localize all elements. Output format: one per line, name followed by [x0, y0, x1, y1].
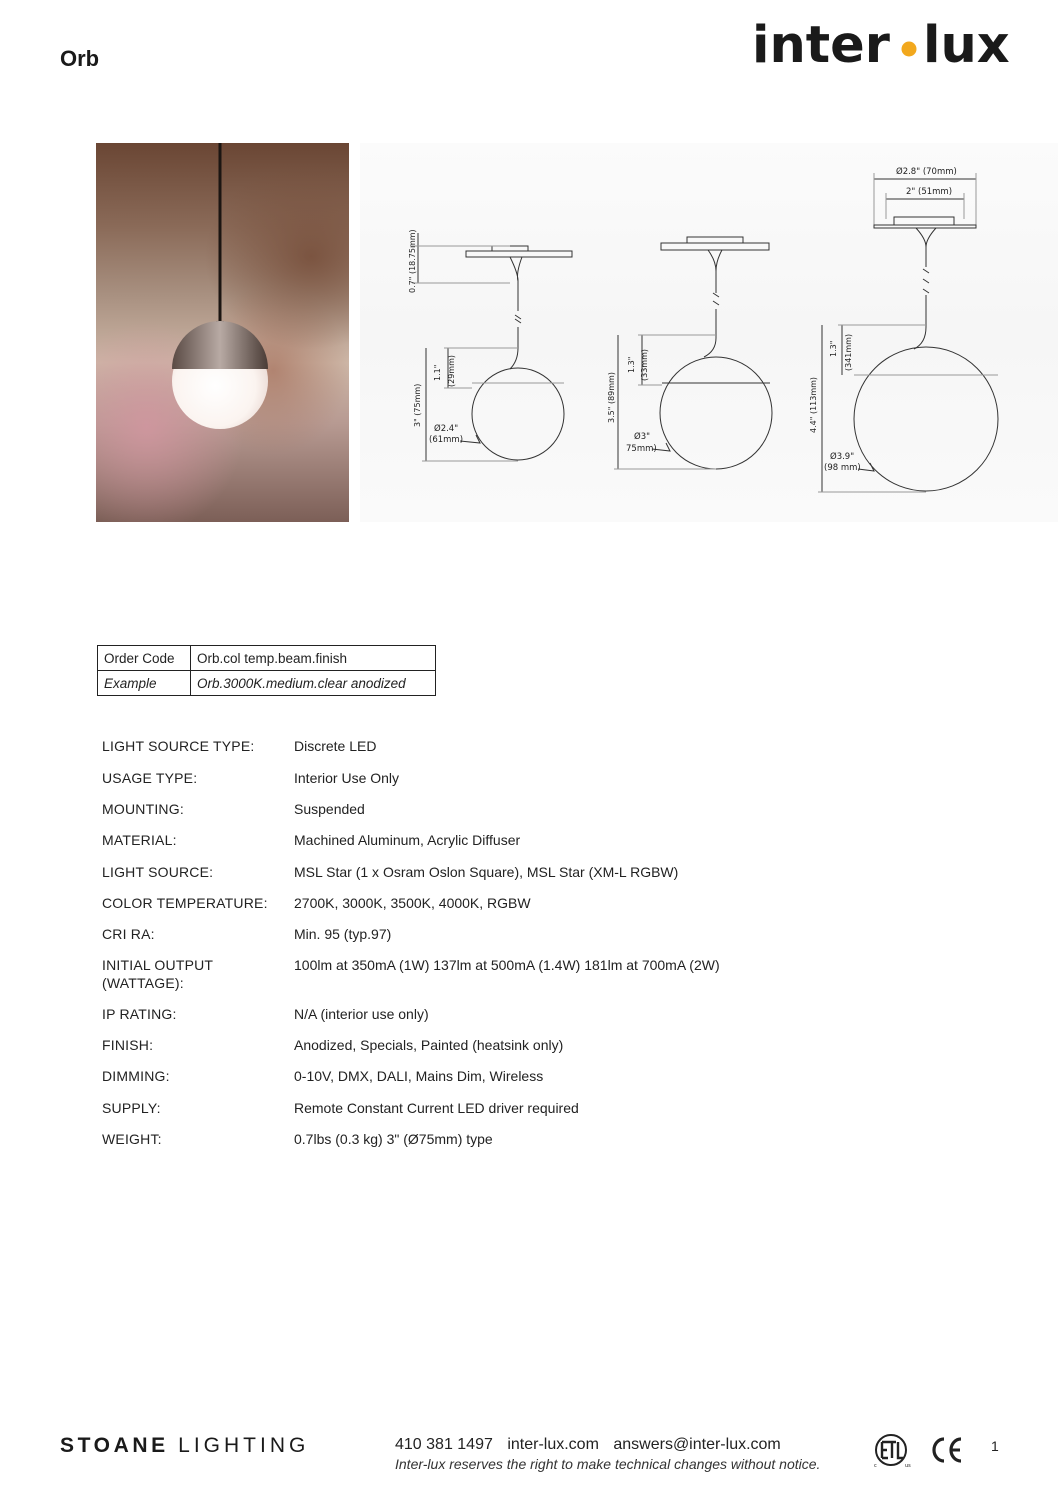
spec-label-line2: (WATTAGE):: [102, 975, 184, 991]
large-total-height: 4.4" (113mm): [809, 376, 818, 433]
spec-label: LIGHT SOURCE:: [102, 864, 214, 880]
medium-cap-height-in: 1.3": [627, 356, 636, 373]
logo-dot: [902, 42, 917, 57]
small-diameter-in: Ø2.4": [434, 424, 459, 434]
large-diameter-mm: (98 mm): [824, 463, 861, 473]
spec-label: MOUNTING:: [102, 801, 184, 817]
medium-cap-height-mm: (33mm): [640, 348, 649, 381]
spec-label: DIMMING:: [102, 1068, 170, 1084]
orb-pendant-photo: [96, 143, 349, 522]
order-code-value: Orb.col temp.beam.finish: [191, 646, 436, 671]
spec-label: LIGHT SOURCE TYPE:: [102, 738, 255, 754]
spec-label: MATERIAL:: [102, 832, 177, 848]
large-canopy-outer: Ø2.8" (70mm): [896, 167, 957, 177]
example-value: Orb.3000K.medium.clear anodized: [191, 671, 436, 696]
phone-number: 410 381 1497: [395, 1436, 493, 1453]
small-cap-height-mm: (29mm): [447, 354, 456, 387]
spec-value: Discrete LED: [294, 738, 377, 754]
drawing-large: [818, 173, 998, 492]
spec-value: N/A (interior use only): [294, 1006, 429, 1022]
spec-value: Anodized, Specials, Painted (heatsink only): [294, 1037, 564, 1053]
example-label: Example: [98, 671, 191, 696]
medium-diameter-mm: 75mm): [626, 444, 657, 454]
medium-diameter-in: Ø3": [634, 432, 651, 442]
page-title: Orb: [60, 46, 100, 71]
etl-listed-icon: [873, 1432, 911, 1468]
order-code-label: Order Code: [98, 646, 191, 671]
spec-value: MSL Star (1 x Osram Oslon Square), MSL Star (XM-L RGBW): [294, 864, 679, 880]
page-number: 1: [991, 1438, 999, 1454]
large-canopy-inner: 2" (51mm): [906, 187, 953, 197]
spec-label: SUPPLY:: [102, 1100, 161, 1116]
website-link[interactable]: inter-lux.com: [507, 1436, 599, 1453]
large-cap-height-in: 1.3": [829, 340, 838, 357]
spec-label: USAGE TYPE:: [102, 770, 198, 786]
dimension-drawings: [360, 143, 1058, 522]
spec-value: 0-10V, DMX, DALI, Mains Dim, Wireless: [294, 1068, 544, 1084]
small-canopy-height: 0.7" (18.75mm): [408, 229, 417, 293]
medium-total-height: 3.5" (89mm): [607, 372, 616, 423]
order-code-table: [97, 645, 436, 696]
spec-value: 100lm at 350mA (1W) 137lm at 500mA (1.4W) 181lm at 700mA (2W): [294, 957, 720, 973]
large-diameter-in: Ø3.9": [830, 452, 855, 462]
small-total-height: 3" (75mm): [413, 383, 422, 427]
logo-right-text: lux: [923, 16, 1010, 74]
contact-line: [395, 1436, 791, 1454]
svg-text:c: c: [874, 1463, 877, 1468]
svg-text:us: us: [905, 1463, 911, 1468]
spec-label: COLOR TEMPERATURE:: [102, 895, 268, 911]
stoane-lighting-logo: [60, 1434, 309, 1458]
spec-value: Machined Aluminum, Acrylic Diffuser: [294, 832, 521, 848]
spec-label: INITIAL OUTPUT: [102, 957, 214, 973]
disclaimer: Inter-lux reserves the right to make technical changes without notice.: [395, 1456, 821, 1472]
spec-value: Min. 95 (typ.97): [294, 926, 392, 942]
order-code-row: [98, 646, 436, 671]
interlux-logo: [752, 10, 1027, 74]
spec-value: 2700K, 3000K, 3500K, 4000K, RGBW: [294, 895, 531, 911]
spec-value: Interior Use Only: [294, 770, 400, 786]
spec-label: CRI RA:: [102, 926, 155, 942]
small-diameter-mm: (61mm): [429, 435, 464, 445]
spec-label: FINISH:: [102, 1037, 154, 1053]
example-row: [98, 671, 436, 696]
ce-mark-icon: [927, 1432, 965, 1468]
brand-bold: STOANE: [60, 1434, 169, 1457]
email-link[interactable]: answers@inter-lux.com: [613, 1436, 781, 1453]
photo-cap: [172, 321, 268, 369]
large-cap-height-mm: (341mm): [844, 333, 853, 371]
brand-light: LIGHTING: [178, 1434, 310, 1457]
small-cap-height-in: 1.1": [433, 364, 442, 381]
spec-value: Remote Constant Current LED driver required: [294, 1100, 579, 1116]
logo-left-text: inter: [752, 16, 890, 74]
spec-label: IP RATING:: [102, 1006, 177, 1022]
spec-value: 0.7lbs (0.3 kg) 3" (Ø75mm) type: [294, 1131, 493, 1147]
spec-label: WEIGHT:: [102, 1131, 162, 1147]
spec-value: Suspended: [294, 801, 365, 817]
